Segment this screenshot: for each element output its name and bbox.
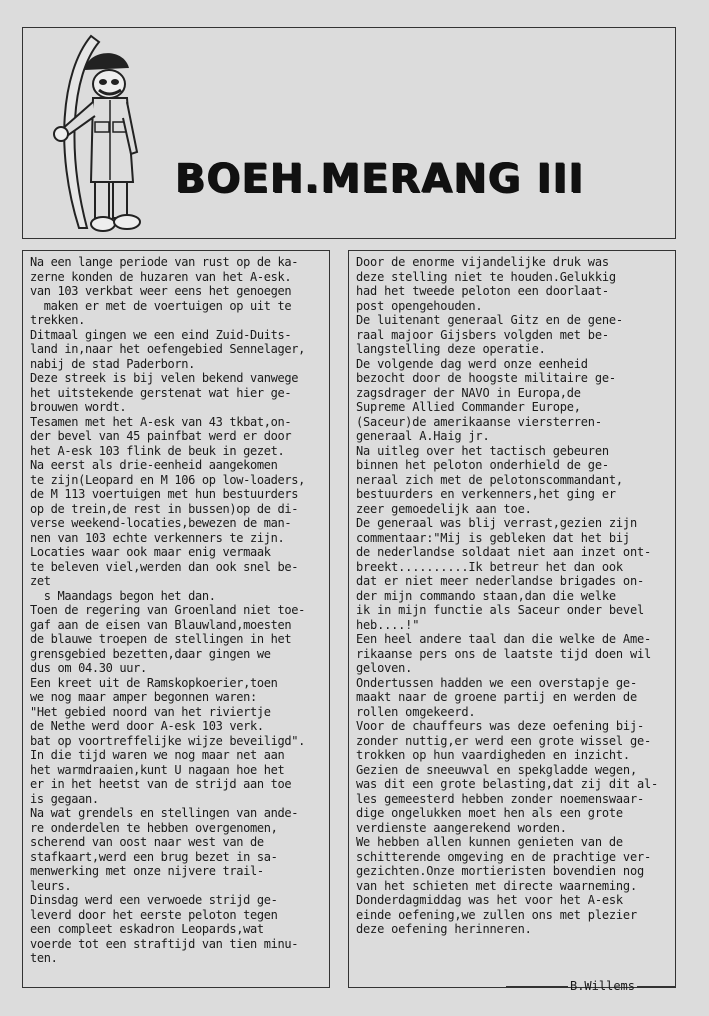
text-line: "Het gebied noord van het riviertje <box>30 704 271 719</box>
text-line: schitterende omgeving en de prachtige ver- <box>356 849 652 864</box>
text-line: rikaanse pers ons de laatste tijd doen wil <box>356 646 652 661</box>
text-line: der bevel van 45 painfbat werd er door <box>30 429 292 443</box>
text-line: deze stelling niet te houden.Gelukkig <box>356 269 616 284</box>
text-line: bezocht door de hoogste militaire ge- <box>356 371 616 385</box>
text-line: land in,naar het oefengebied Sennelager, <box>30 342 305 356</box>
text-line: maakt naar de groene partij en werden de <box>356 690 637 704</box>
text-line: Een heel andere taal dan die welke de Ame- <box>356 632 652 646</box>
text-line: een compleet eskadron Leopards,wat <box>30 922 264 936</box>
text-line: der mijn commando staan,dan die welke <box>356 588 616 603</box>
text-line: te zijn(Leopard en M 106 op low-loaders, <box>30 472 305 487</box>
text-line: van 103 verkbat weer eens het genoegen <box>30 284 292 298</box>
text-line: breekt..........Ik betreur het dan ook <box>356 559 623 574</box>
text-line: gezichten.Onze mortieristen bovendien nog <box>356 864 645 878</box>
text-line: Locaties waar ook maar enig vermaak <box>30 545 271 559</box>
text-line: Toen de regering van Groenland niet toe- <box>30 603 305 617</box>
page-title: BOEH.MERANG III <box>175 156 585 202</box>
text-line: dige ongelukken moet hen als een grote <box>356 806 623 820</box>
text-line: De generaal was blij verrast,gezien zijn <box>356 516 637 530</box>
text-line: trekken. <box>30 313 85 327</box>
text-line: Donderdagmiddag was het voor het A-esk <box>356 893 623 907</box>
text-line: stafkaart,werd een brug bezet in sa- <box>30 849 278 864</box>
text-line: scherend van oost naar west van de <box>30 835 264 849</box>
text-line: post opengehouden. <box>356 298 483 313</box>
text-line: trokken op hun vaardigheden en inzicht. <box>356 748 630 762</box>
text-line: we nog maar amper begonnen waren: <box>30 690 257 704</box>
text-line: Tesamen met het A-esk van 43 tkbat,on- <box>30 414 292 429</box>
text-line: ik in mijn functie als Saceur onder bevel <box>356 603 645 617</box>
text-line: Na eerst als drie-eenheid aangekomen <box>30 458 278 472</box>
text-line: zet <box>30 574 51 588</box>
text-line: Een kreet uit de Ramskopkoerier,toen <box>30 675 278 690</box>
text-line: op de trein,de rest in bussen)op de di- <box>30 501 299 516</box>
text-line: leverd door het eerste peloton tegen <box>30 907 278 922</box>
text-line: re onderdelen te hebben overgenomen, <box>30 820 278 835</box>
author-signature: B.Willems <box>506 979 675 993</box>
text-line: de nederlandse soldaat niet aan inzet ont- <box>356 545 652 559</box>
text-line: einde oefening,we zullen ons met plezier <box>356 907 637 922</box>
text-line: het uitstekende gerstenat wat hier ge- <box>30 385 292 400</box>
text-line: Na uitleg over het tactisch gebeuren <box>356 443 609 458</box>
text-line: raal majoor Gijsbers volgden met be- <box>356 327 609 342</box>
text-line: heb....!" <box>356 617 420 632</box>
text-line: In die tijd waren we nog maar net aan <box>30 748 285 762</box>
text-line: We hebben allen kunnen genieten van de <box>356 835 623 849</box>
text-line: Deze streek is bij velen bekend vanwege <box>30 371 299 385</box>
text-line: s Maandags begon het dan. <box>30 588 216 603</box>
text-line: langstelling deze operatie. <box>356 342 546 356</box>
text-line: de Nethe werd door A-esk 103 verk. <box>30 719 264 733</box>
text-line: (Saceur)de amerikaanse viersterren- <box>356 414 602 429</box>
text-line: zonder nuttig,er werd een grote wissel ge- <box>356 733 652 748</box>
text-line: bat op voortreffelijke wijze beveiligd". <box>30 733 305 748</box>
text-line: generaal A.Haig jr. <box>356 429 490 443</box>
text-line: Supreme Allied Commander Europe, <box>356 400 581 414</box>
text-line: geloven. <box>356 661 413 675</box>
text-line: maken er met de voertuigen op uit te <box>30 298 292 313</box>
text-line: verdienste aangerekend worden. <box>356 820 567 835</box>
text-line: had het tweede peloton een doorlaat- <box>356 284 609 298</box>
text-line: nabij de stad Paderborn. <box>30 356 195 371</box>
text-line: de blauwe troepen de stellingen in het <box>30 632 292 646</box>
text-line: brouwen wordt. <box>30 400 127 414</box>
text-line: neraal zich met de pelotonscommandant, <box>356 472 623 487</box>
soldier-cartoon-icon <box>33 32 143 236</box>
text-line: het A-esk 103 flink de beuk in gezet. <box>30 443 285 458</box>
text-line: Dinsdag werd een verwoede strijd ge- <box>30 893 278 907</box>
text-line: ten. <box>30 951 58 965</box>
text-line: menwerking met onze nijvere trail- <box>30 864 264 878</box>
text-line: binnen het peloton onderhield de ge- <box>356 458 609 472</box>
text-line: les gemeesterd hebben zonder noemenswaar- <box>356 791 645 806</box>
text-line: zerne konden de huzaren van het A-esk. <box>30 269 292 284</box>
text-line: zagsdrager der NAVO in Europa,de <box>356 385 581 400</box>
header-box <box>22 27 676 239</box>
text-line: voerde tot een straftijd van tien minu- <box>30 936 299 951</box>
text-line: commentaar:"Mij is gebleken dat het bij <box>356 530 630 545</box>
text-line: Door de enorme vijandelijke druk was <box>356 255 609 269</box>
text-line: het warmdraaien,kunt U nagaan hoe het <box>30 762 285 777</box>
text-line: Ditmaal gingen we een eind Zuid-Duits- <box>30 327 292 342</box>
text-line: te beleven viel,werden dan ook snel be- <box>30 559 299 574</box>
text-line: was dit een grote belasting,dat zij dit al- <box>356 777 659 791</box>
text-line: De volgende dag werd onze eenheid <box>356 356 588 371</box>
text-line: De luitenant generaal Gitz en de gene- <box>356 313 623 327</box>
text-line: gaf aan de eisen van Blauwland,moesten <box>30 617 292 632</box>
text-line: nen van 103 echte verkenners te zijn. <box>30 530 285 545</box>
text-line: dat er niet meer nederlandse brigades on- <box>356 574 645 588</box>
article-column-left <box>22 250 330 988</box>
text-line: grensgebied bezetten,daar gingen we <box>30 646 271 661</box>
text-line: Ondertussen hadden we een overstapje ge- <box>356 675 637 690</box>
text-line: deze oefening herinneren. <box>356 922 532 936</box>
text-line: zeer gemoedelijk aan toe. <box>356 501 532 516</box>
text-line: de M 113 voertuigen met hun bestuurders <box>30 487 299 501</box>
text-line: Na een lange periode van rust op de ka- <box>30 255 299 269</box>
text-line: Gezien de sneeuwval en spekgladde wegen, <box>356 762 637 777</box>
text-line: rollen omgekeerd. <box>356 704 476 719</box>
text-line: Voor de chauffeurs was deze oefening bij- <box>356 719 645 733</box>
text-line: van het schieten met directe waarneming. <box>356 878 637 893</box>
text-line: Na wat grendels en stellingen van ande- <box>30 806 299 820</box>
text-line: dus om 04.30 uur. <box>30 661 147 675</box>
text-line: is gegaan. <box>30 791 99 806</box>
text-line: er in het heetst van de strijd aan toe <box>30 777 292 791</box>
article-column-right <box>348 250 676 988</box>
text-line: bestuurders en verkenners,het ging er <box>356 487 616 501</box>
text-line: verse weekend-locaties,bewezen de man- <box>30 516 292 530</box>
text-line: leurs. <box>30 878 72 893</box>
